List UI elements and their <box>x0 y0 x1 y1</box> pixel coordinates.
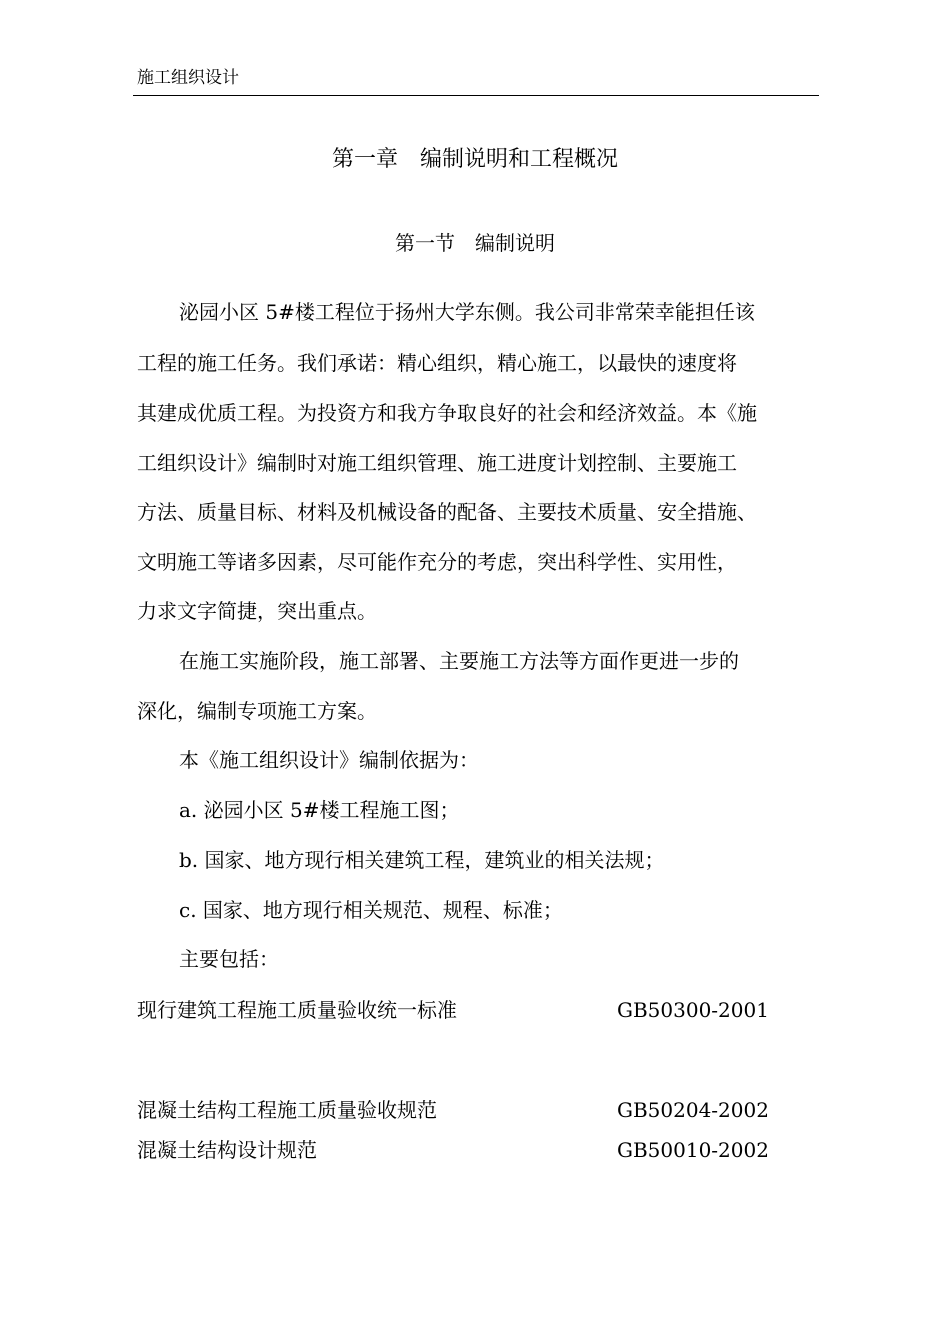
spec-name: 混凝土结构设计规范 <box>137 1138 317 1162</box>
paragraph-1-line: 方法、质量目标、材料及机械设备的配备、主要技术质量、安全措施、 <box>137 500 757 524</box>
spec-name: 混凝土结构工程施工质量验收规范 <box>137 1098 437 1122</box>
basis-intro: 本《施工组织设计》编制依据为： <box>179 748 479 772</box>
spec-code: GB50300-2001 <box>617 998 769 1022</box>
basis-item: a. 泌园小区 5#楼工程施工图； <box>179 798 460 822</box>
spec-name: 现行建筑工程施工质量验收统一标准 <box>137 998 457 1022</box>
paragraph-2-line: 在施工实施阶段，施工部署、主要施工方法等方面作更进一步的 <box>179 649 739 673</box>
chapter-title: 第一章 编制说明和工程概况 <box>331 147 618 172</box>
spec-code: GB50204-2002 <box>617 1098 769 1122</box>
paragraph-1-line: 力求文字简捷，突出重点。 <box>137 599 377 623</box>
page-header-title: 施工组织设计 <box>137 68 239 88</box>
section-title: 第一节 编制说明 <box>395 231 555 255</box>
main-includes-label: 主要包括： <box>179 947 279 971</box>
paragraph-2-line: 深化，编制专项施工方案。 <box>137 699 377 723</box>
basis-item: b. 国家、地方现行相关建筑工程，建筑业的相关法规； <box>179 848 665 872</box>
basis-item: c. 国家、地方现行相关规范、规程、标准； <box>179 898 563 922</box>
spec-code: GB50010-2002 <box>617 1138 769 1162</box>
paragraph-1-line: 其建成优质工程。为投资方和我方争取良好的社会和经济效益。本《施 <box>137 401 757 425</box>
paragraph-1-line: 文明施工等诸多因素，尽可能作充分的考虑，突出科学性、实用性， <box>137 550 737 574</box>
paragraph-1-line: 泌园小区 5#楼工程位于扬州大学东侧。我公司非常荣幸能担任该 <box>179 300 755 324</box>
paragraph-1-line: 工组织设计》编制时对施工组织管理、施工进度计划控制、主要施工 <box>137 451 737 475</box>
paragraph-1-line: 工程的施工任务。我们承诺：精心组织，精心施工，以最快的速度将 <box>137 351 737 375</box>
header-divider <box>133 95 819 96</box>
